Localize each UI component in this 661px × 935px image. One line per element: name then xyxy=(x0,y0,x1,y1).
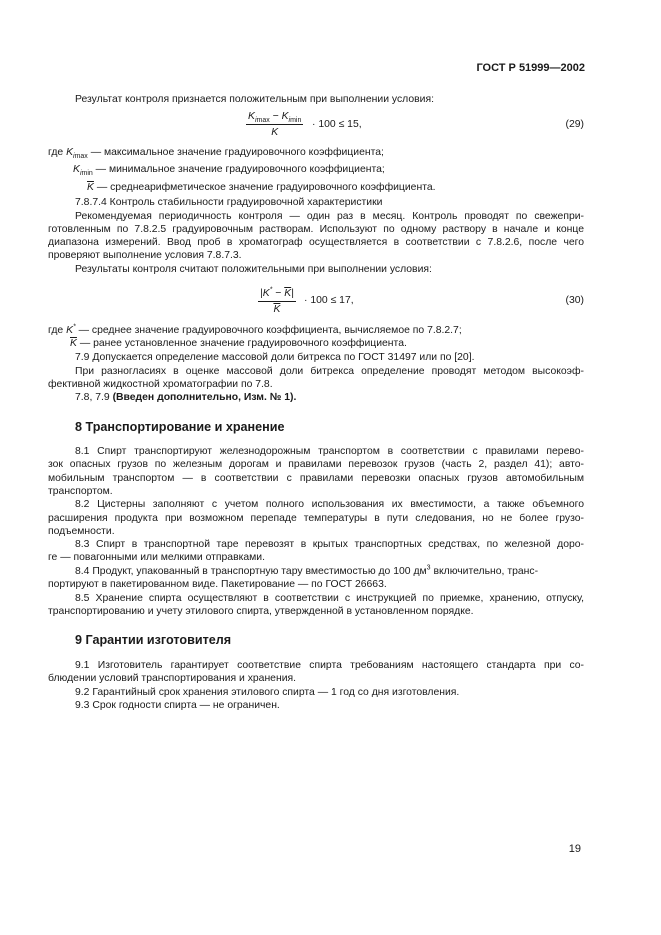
definition-kmean: $\overline{K}$ — среднеарифметическое значение градуировочного коэффициента. xyxy=(87,182,436,193)
clause-8-5-line: транспортированию и учету этилового спирта, утвержденной в установленном порядке. xyxy=(48,606,474,617)
clause-7-8-7-4-line: готовленным по 7.8.2.5 градуировочным растворам. Используют по одному раствору в начале и конце xyxy=(48,224,584,235)
clause-8-2-line: подъемности. xyxy=(48,526,115,537)
eq29-numerator: $K_{imax} - K_{imin}$ xyxy=(248,111,302,125)
clause-7-8-7-4-line: проверяют выполнение условия 7.8.7.3. xyxy=(48,250,242,261)
symbol-kprev: $\overline{K}$ xyxy=(70,338,77,349)
eq30-tail: · 100 ≤ 17, xyxy=(304,295,354,306)
clause-8-2-line: 8.2 Цистерны заполняют с учетом полного использования их вместимости, а также объемного xyxy=(75,499,584,510)
definition-kmin: $K_{imin}$ — минимальное значение градуировочного коэффициента; xyxy=(73,164,385,178)
control-intro: Результат контроля признается положительным при выполнении условия: xyxy=(75,94,434,105)
amendment-note: 7.8, 7.9 (Введен дополнительно, Изм. № 1). xyxy=(75,392,297,403)
definition-kprev: $\overline{K}$ — ранее установленное значение градуировочного коэффициента. xyxy=(70,338,407,349)
clause-7-9-disputes-end: фективной жидкостной хроматографии по 7.8. xyxy=(48,379,273,390)
definition-kmax: где $K_{imax}$ — максимальное значение градуировочного коэффициента; xyxy=(48,147,384,161)
symbol-kmean: $\overline{K}$ xyxy=(87,182,94,193)
clause-9-1-line: 9.1 Изготовитель гарантирует соответствие спирта требованиям настоящего стандарта при со- xyxy=(75,660,584,671)
eq29-number: (29) xyxy=(565,119,584,130)
clause-7-8-7-4-line: диапазона измерений. Ввод проб в хроматограф осуществляется в соответствии с 7.8.2.6, после чего xyxy=(48,237,584,248)
symbol-kmax: $K_{imax}$ xyxy=(66,147,88,161)
clause-8-1-line: мобильным транспортом — в соответствии с правилами перевозки опасных грузов автомобильным xyxy=(48,473,584,484)
clause-8-1-line: 8.1 Спирт транспортируют железнодорожным транспортом в соответствии с правилами перево- xyxy=(75,446,584,457)
clause-9-1-line: блюдении условий транспортирования и хранения. xyxy=(48,673,297,684)
clause-7-8-7-4-title: 7.8.7.4 Контроль стабильности градуировочной характеристики xyxy=(75,197,383,208)
clause-9-2: 9.2 Гарантийный срок хранения этилового спирта — 1 год со дня изготовления. xyxy=(75,687,460,698)
clause-8-5-line: 8.5 Хранение спирта осуществляют в соответствии с инструкцией по приемке, хранению, отпуску, xyxy=(75,593,584,604)
eq29-tail: · 100 ≤ 15, xyxy=(312,119,362,130)
eq29-denominator: K xyxy=(271,127,279,138)
clause-8-4-line: 8.4 Продукт, упакованный в транспортную тару вместимостью до 100 $дм^3$ включительно, транс- xyxy=(75,564,539,577)
clause-7-9-disputes: При разногласиях в оценке массовой доли битрекса определение проводят методом высокоэф- xyxy=(75,366,584,377)
section-9-title: 9 Гарантии изготовителя xyxy=(75,633,232,647)
eq30-numerator: $|K^* - \overline{K}|$ xyxy=(258,287,296,302)
control-result-2: Результаты контроля считают положительными при выполнении условия: xyxy=(75,264,432,275)
clause-8-1-line: транспортом. xyxy=(48,486,113,497)
definition-kstar: где K* — среднее значение градуировочного коэффициента, вычисляемое по 7.8.2.7; xyxy=(48,323,462,336)
clause-9-3: 9.3 Срок годности спирта — не ограничен. xyxy=(75,700,280,711)
standard-header: ГОСТ Р 51999—2002 xyxy=(476,62,585,74)
symbol-kmin: $K_{imin}$ xyxy=(73,164,93,178)
clause-8-3-line: ге — повагонными или мелкими отправками. xyxy=(48,552,265,563)
clause-8-4-line: портируют в пакетированном виде. Пакетирование — по ГОСТ 26663. xyxy=(48,579,387,590)
eq30-number: (30) xyxy=(565,295,584,306)
clause-7-8-7-4-line: Рекомендуемая периодичность контроля — один раз в месяц. Контроль проводят по свежепри- xyxy=(75,211,584,222)
page-number: 19 xyxy=(568,843,581,855)
clause-7-9: 7.9 Допускается определение массовой доли битрекса по ГОСТ 31497 или по [20]. xyxy=(75,352,475,363)
symbol-kstar: K* xyxy=(66,323,76,336)
clause-8-2-line: расширения продукта при возможном перепаде температуры в пути следования, но не более грузо- xyxy=(48,513,584,524)
clause-8-1-line: зок опасных грузов по железным дорогам и правилами перевозок грузов (часть 2, раздел 41); авто- xyxy=(48,459,584,470)
eq30-fraction xyxy=(258,287,296,316)
eq30-denominator: K xyxy=(273,304,281,315)
clause-8-3-line: 8.3 Спирт в транспортной таре перевозят в крытых транспортных средствах, по железной доро- xyxy=(75,539,584,550)
section-8-title: 8 Транспортирование и хранение xyxy=(75,420,285,434)
eq29-fraction xyxy=(246,110,303,139)
